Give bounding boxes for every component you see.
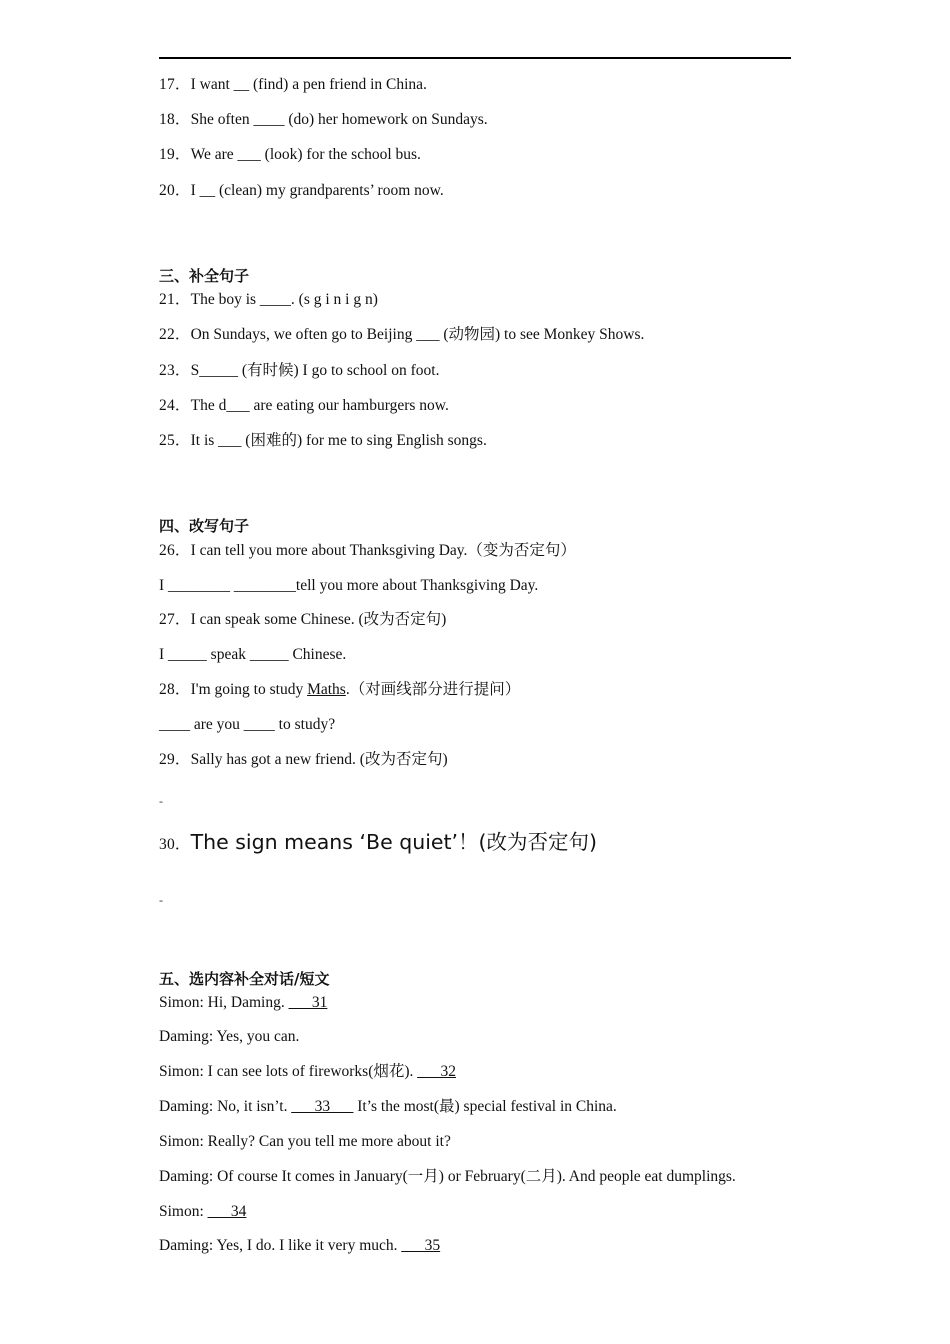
dialogue-line: Daming: Of course It comes in January(一月) or February(二月). And people eat dumplings.	[159, 1168, 736, 1185]
question-18: 18．She often ____ (do) her homework on Sundays.	[159, 111, 488, 128]
section-5-heading: 五、选内容补全对话/短文	[159, 970, 330, 988]
section-4-heading: 四、改写句子	[159, 517, 250, 535]
blank-35: ___35	[401, 1237, 441, 1254]
dialogue-line: Simon: Hi, Daming. ___31	[159, 994, 328, 1011]
question-23: 23．S_____ (有时候) I go to school on foot.	[159, 362, 440, 379]
blank-33: ___33___	[291, 1098, 354, 1115]
dialogue-line: Daming: Yes, I do. I like it very much. ___35	[159, 1237, 441, 1254]
dialogue-line: Simon: ___34	[159, 1203, 247, 1220]
dialogue-line: Simon: I can see lots of fireworks(烟花). ___32	[159, 1063, 457, 1080]
question-19: 19．We are ___ (look) for the school bus.	[159, 146, 421, 163]
answer-27: I _____ speak _____ Chinese.	[159, 646, 347, 663]
answer-29: -	[159, 794, 163, 808]
section-3-heading: 三、补全句子	[159, 267, 250, 285]
question-25: 25．It is ___ (困难的) for me to sing English songs.	[159, 432, 487, 449]
blank-31: ___31	[288, 994, 328, 1011]
dialogue-line: Daming: No, it isn’t. ___33___ It’s the most(最) special festival in China.	[159, 1098, 617, 1115]
answer-28: ____ are you ____ to study?	[159, 716, 336, 733]
question-21: 21．The boy is ____. (s g i n i g n)	[159, 291, 378, 308]
answer-30: -	[159, 893, 163, 907]
question-30: 30．The sign means ‘Be quiet’！(改为否定句)	[159, 830, 598, 854]
underlined-word: Maths	[307, 681, 346, 698]
dialogue-line: Simon: Really? Can you tell me more about it?	[159, 1133, 451, 1150]
top-rule	[159, 57, 791, 59]
blank-34: ___34	[207, 1203, 247, 1220]
question-28: 28．I'm going to study Maths.（对画线部分进行提问）	[159, 681, 521, 698]
question-22: 22．On Sundays, we often go to Beijing ___ (动物园) to see Monkey Shows.	[159, 326, 645, 343]
question-26: 26．I can tell you more about Thanksgiving Day.（变为否定句）	[159, 542, 576, 559]
question-24: 24．The d___ are eating our hamburgers now.	[159, 397, 449, 414]
question-17: 17．I want __ (find) a pen friend in China.	[159, 76, 427, 93]
blank-32: ___32	[417, 1063, 457, 1080]
dialogue-line: Daming: Yes, you can.	[159, 1028, 300, 1045]
question-29: 29．Sally has got a new friend. (改为否定句)	[159, 751, 448, 768]
question-20: 20．I __ (clean) my grandparents’ room now.	[159, 182, 444, 199]
answer-26: I ________ ________tell you more about Thanksgiving Day.	[159, 577, 539, 594]
question-27: 27．I can speak some Chinese. (改为否定句)	[159, 611, 447, 628]
